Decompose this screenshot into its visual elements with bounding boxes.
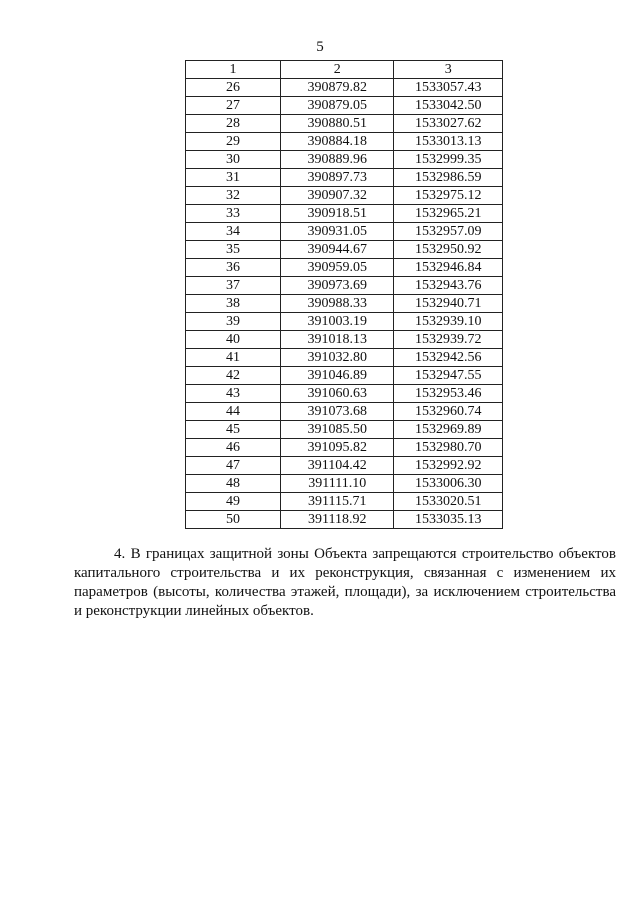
y-coordinate-cell: 1532943.76 — [394, 277, 503, 295]
x-coordinate-cell: 391046.89 — [281, 367, 394, 385]
table-row — [186, 367, 503, 385]
x-coordinate-cell: 390884.18 — [281, 133, 394, 151]
y-coordinate-cell: 1532965.21 — [394, 205, 503, 223]
point-number-cell: 47 — [186, 457, 281, 475]
x-coordinate-cell: 390880.51 — [281, 115, 394, 133]
y-coordinate-cell: 1532939.10 — [394, 313, 503, 331]
y-coordinate-cell: 1532975.12 — [394, 187, 503, 205]
x-coordinate-cell: 391018.13 — [281, 331, 394, 349]
x-coordinate-cell: 391104.42 — [281, 457, 394, 475]
y-coordinate-cell: 1533035.13 — [394, 511, 503, 529]
page-number: 5 — [316, 39, 324, 55]
table-row — [186, 205, 503, 223]
y-coordinate-cell: 1533057.43 — [394, 79, 503, 97]
y-coordinate-cell: 1532946.84 — [394, 259, 503, 277]
y-coordinate-cell: 1532942.56 — [394, 349, 503, 367]
y-coordinate-cell: 1532950.92 — [394, 241, 503, 259]
table-row — [186, 187, 503, 205]
table-row — [186, 313, 503, 331]
x-coordinate-cell: 390879.82 — [281, 79, 394, 97]
x-coordinate-cell: 390897.73 — [281, 169, 394, 187]
x-coordinate-cell: 391085.50 — [281, 421, 394, 439]
point-number-cell: 46 — [186, 439, 281, 457]
table-body — [186, 79, 503, 529]
table-row — [186, 475, 503, 493]
y-coordinate-cell: 1532999.35 — [394, 151, 503, 169]
x-coordinate-cell: 390879.05 — [281, 97, 394, 115]
x-coordinate-cell: 391060.63 — [281, 385, 394, 403]
table-row — [186, 421, 503, 439]
table-row — [186, 223, 503, 241]
x-coordinate-cell: 390944.67 — [281, 241, 394, 259]
table-row — [186, 511, 503, 529]
column-header-number: 1 — [186, 61, 281, 79]
table-row — [186, 79, 503, 97]
y-coordinate-cell: 1532960.74 — [394, 403, 503, 421]
y-coordinate-cell: 1532947.55 — [394, 367, 503, 385]
x-coordinate-cell: 390931.05 — [281, 223, 394, 241]
point-number-cell: 31 — [186, 169, 281, 187]
point-number-cell: 35 — [186, 241, 281, 259]
y-coordinate-cell: 1532940.71 — [394, 295, 503, 313]
point-number-cell: 27 — [186, 97, 281, 115]
x-coordinate-cell: 391111.10 — [281, 475, 394, 493]
table-row — [186, 151, 503, 169]
table-row — [186, 241, 503, 259]
point-number-cell: 28 — [186, 115, 281, 133]
point-number-cell: 48 — [186, 475, 281, 493]
point-number-cell: 44 — [186, 403, 281, 421]
x-coordinate-cell: 391003.19 — [281, 313, 394, 331]
table-row — [186, 295, 503, 313]
table-row — [186, 385, 503, 403]
x-coordinate-cell: 390907.32 — [281, 187, 394, 205]
x-coordinate-cell: 391118.92 — [281, 511, 394, 529]
x-coordinate-cell: 391032.80 — [281, 349, 394, 367]
table-row — [186, 331, 503, 349]
point-number-cell: 45 — [186, 421, 281, 439]
y-coordinate-cell: 1533013.13 — [394, 133, 503, 151]
x-coordinate-cell: 391115.71 — [281, 493, 394, 511]
point-number-cell: 33 — [186, 205, 281, 223]
point-number-cell: 34 — [186, 223, 281, 241]
point-number-cell: 41 — [186, 349, 281, 367]
table-header — [186, 61, 503, 79]
point-number-cell: 43 — [186, 385, 281, 403]
restriction-paragraph: 4. В границах защитной зоны Объекта запрещаются строительство объектов капитального строительства и их реконструкция, связанная с изменением их параметров (высоты, количества этажей, площади), за исключением строительства и реконструкции линейных объектов. — [74, 546, 616, 619]
table-row — [186, 493, 503, 511]
x-coordinate-cell: 390918.51 — [281, 205, 394, 223]
table-row — [186, 169, 503, 187]
point-number-cell: 50 — [186, 511, 281, 529]
point-number-cell: 38 — [186, 295, 281, 313]
point-number-cell: 29 — [186, 133, 281, 151]
x-coordinate-cell: 391073.68 — [281, 403, 394, 421]
point-number-cell: 49 — [186, 493, 281, 511]
point-number-cell: 30 — [186, 151, 281, 169]
y-coordinate-cell: 1533027.62 — [394, 115, 503, 133]
coordinates-table — [185, 60, 503, 529]
table-row — [186, 97, 503, 115]
table-row — [186, 439, 503, 457]
table-row — [186, 133, 503, 151]
point-number-cell: 40 — [186, 331, 281, 349]
table-row — [186, 277, 503, 295]
column-header-x: 2 — [281, 61, 394, 79]
y-coordinate-cell: 1532980.70 — [394, 439, 503, 457]
table-row — [186, 457, 503, 475]
y-coordinate-cell: 1532939.72 — [394, 331, 503, 349]
table-row — [186, 259, 503, 277]
table-header-row — [186, 61, 503, 79]
y-coordinate-cell: 1533020.51 — [394, 493, 503, 511]
table-row — [186, 349, 503, 367]
y-coordinate-cell: 1532992.92 — [394, 457, 503, 475]
x-coordinate-cell: 390988.33 — [281, 295, 394, 313]
point-number-cell: 37 — [186, 277, 281, 295]
y-coordinate-cell: 1532957.09 — [394, 223, 503, 241]
point-number-cell: 39 — [186, 313, 281, 331]
x-coordinate-cell: 391095.82 — [281, 439, 394, 457]
table-row — [186, 115, 503, 133]
x-coordinate-cell: 390973.69 — [281, 277, 394, 295]
table-row — [186, 403, 503, 421]
point-number-cell: 42 — [186, 367, 281, 385]
y-coordinate-cell: 1532986.59 — [394, 169, 503, 187]
y-coordinate-cell: 1533042.50 — [394, 97, 503, 115]
y-coordinate-cell: 1533006.30 — [394, 475, 503, 493]
point-number-cell: 26 — [186, 79, 281, 97]
x-coordinate-cell: 390889.96 — [281, 151, 394, 169]
point-number-cell: 32 — [186, 187, 281, 205]
y-coordinate-cell: 1532969.89 — [394, 421, 503, 439]
point-number-cell: 36 — [186, 259, 281, 277]
column-header-y: 3 — [394, 61, 503, 79]
x-coordinate-cell: 390959.05 — [281, 259, 394, 277]
y-coordinate-cell: 1532953.46 — [394, 385, 503, 403]
